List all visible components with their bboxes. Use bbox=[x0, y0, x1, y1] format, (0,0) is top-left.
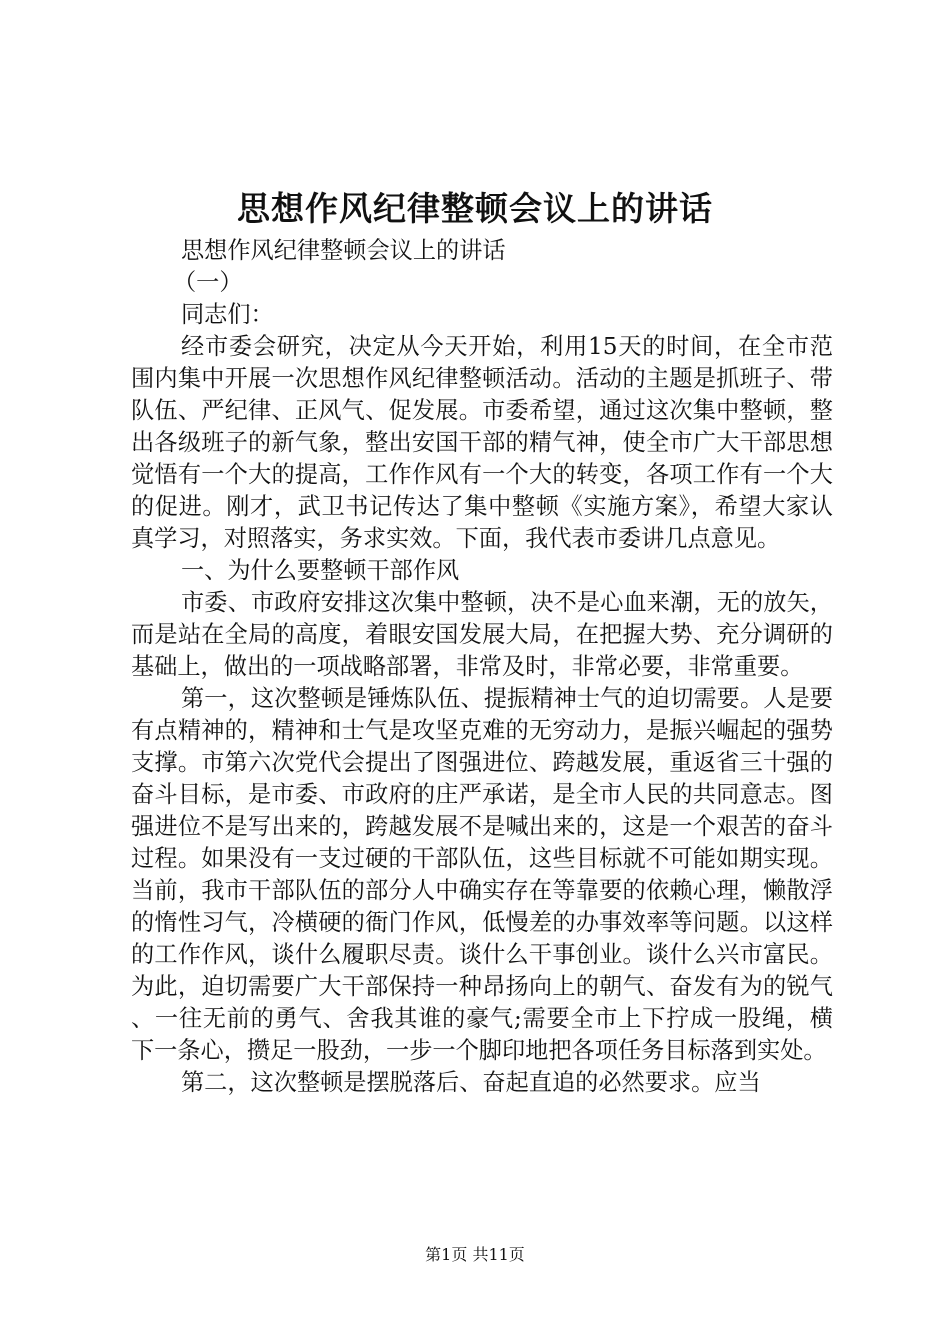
paragraph: 经市委会研究，决定从今天开始，利用15天的时间，在全市范围内集中开展一次思想作风纪律整顿活动。活动的主题是抓班子、带队伍、严纪律、正风气、促发展。市委希望，通过这次集中整顿，整出各级班子的新气象，整出安国干部的精气神，使全市广大干部思想觉悟有一个大的提高，工作作风有一个大的转变，各项工作有一个大的促进。刚才，武卫书记传达了集中整顿《实施方案》，希望大家认真学习，对照落实，务求实效。下面，我代表市委讲几点意见。 bbox=[131, 333, 833, 552]
document-body bbox=[131, 235, 833, 1099]
paragraph: 市委、市政府安排这次集中整顿，决不是心血来潮，无的放矢，而是站在全局的高度，着眼安国发展大局，在把握大势、充分调研的基础上，做出的一项战略部署，非常及时，非常必要，非常重要。 bbox=[131, 589, 833, 680]
section-heading: 一、为什么要整顿干部作风 bbox=[181, 557, 460, 584]
paragraph: 第一，这次整顿是锤炼队伍、提振精神士气的迫切需要。人是要有点精神的，精神和士气是攻坚克难的无穷动力，是振兴崛起的强势支撑。市第六次党代会提出了图强进位、跨越发展，重返省三十强的奋斗目标，是市委、市政府的庄严承诺，是全市人民的共同意志。图强进位不是写出来的，跨越发展不是喊出来的，这是一个艰苦的奋斗过程。如果没有一支过硬的干部队伍，这些目标就不可能如期实现。当前，我市干部队伍的部分人中确实存在等靠要的依赖心理，懒散浮的惰性习气，冷横硬的衙门作风，低慢差的办事效率等问题。以这样的工作作风，谈什么履职尽责。谈什么干事创业。谈什么兴市富民。为此，迫切需要广大干部保持一种昂扬向上的朝气、奋发有为的锐气、一往无前的勇气、舍我其谁的豪气;需要全市上下拧成一股绳，横下一条心，攒足一股劲，一步一个脚印地把各项任务目标落到实处。 bbox=[131, 685, 833, 1064]
page-footer: 第1页 共11页 bbox=[425, 1245, 525, 1264]
document-subtitle: 思想作风纪律整顿会议上的讲话 bbox=[181, 237, 506, 264]
section-marker: （一） bbox=[173, 269, 243, 296]
document-title: 思想作风纪律整顿会议上的讲话 bbox=[237, 189, 713, 228]
salutation: 同志们： bbox=[181, 301, 274, 328]
paragraph: 第二，这次整顿是摆脱落后、奋起直追的必然要求。应当 bbox=[181, 1069, 761, 1096]
